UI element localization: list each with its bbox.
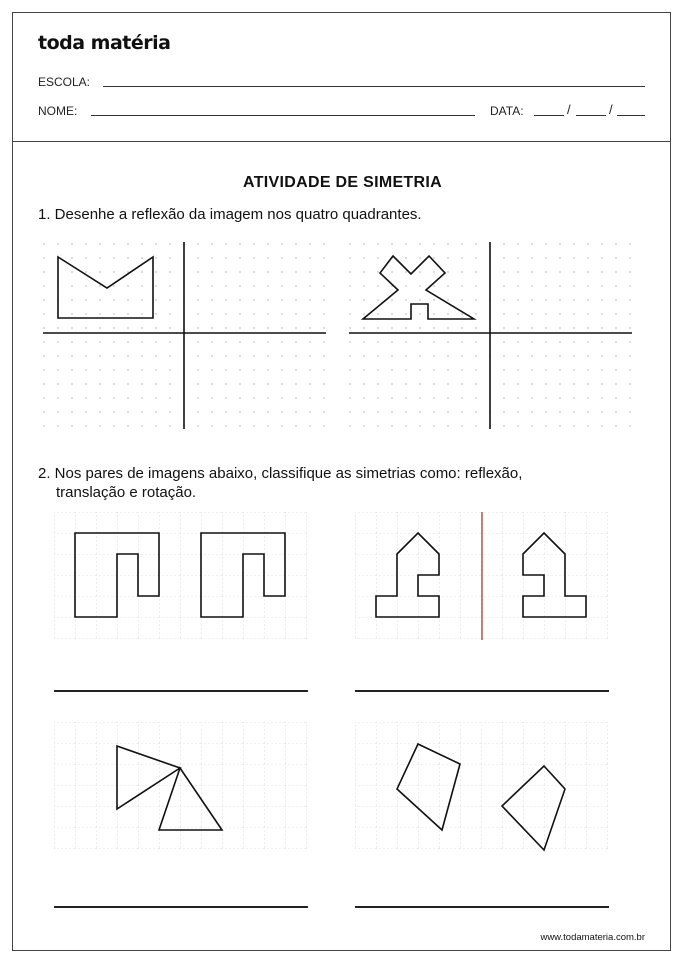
date-separator: /	[609, 102, 613, 117]
date-separator: /	[567, 102, 571, 117]
answer-line-4[interactable]	[355, 906, 609, 908]
answer-line-3[interactable]	[54, 906, 308, 908]
date-day-field[interactable]	[534, 115, 564, 116]
q2-pair-3-grid	[54, 722, 308, 852]
worksheet-title: ATIVIDADE DE SIMETRIA	[243, 174, 442, 191]
date-month-field[interactable]	[576, 115, 606, 116]
school-field[interactable]	[103, 86, 645, 87]
school-label: ESCOLA:	[38, 75, 91, 89]
footer-url[interactable]: www.todamateria.com.br	[540, 932, 645, 943]
answer-line-2[interactable]	[355, 690, 609, 692]
q1-right-quadrant-grid	[346, 240, 636, 432]
logo: toda matéria	[38, 32, 171, 54]
q2-pair-2-grid	[355, 512, 609, 642]
question-2-cont: translação e rotação.	[56, 484, 197, 501]
date-year-field[interactable]	[617, 115, 645, 116]
question-1: 1. Desenhe a reflexão da imagem nos quatro quadrantes.	[38, 206, 422, 223]
q2-pair-4-grid	[355, 722, 609, 852]
header-divider	[12, 141, 671, 142]
question-2: 2. Nos pares de imagens abaixo, classifique as simetrias como: reflexão,	[38, 465, 523, 482]
name-label: NOME:	[38, 104, 78, 118]
name-field[interactable]	[91, 115, 475, 116]
answer-line-1[interactable]	[54, 690, 308, 692]
q1-left-quadrant-grid	[40, 240, 330, 432]
q2-pair-1-grid	[54, 512, 308, 642]
date-label: DATA:	[490, 104, 524, 118]
